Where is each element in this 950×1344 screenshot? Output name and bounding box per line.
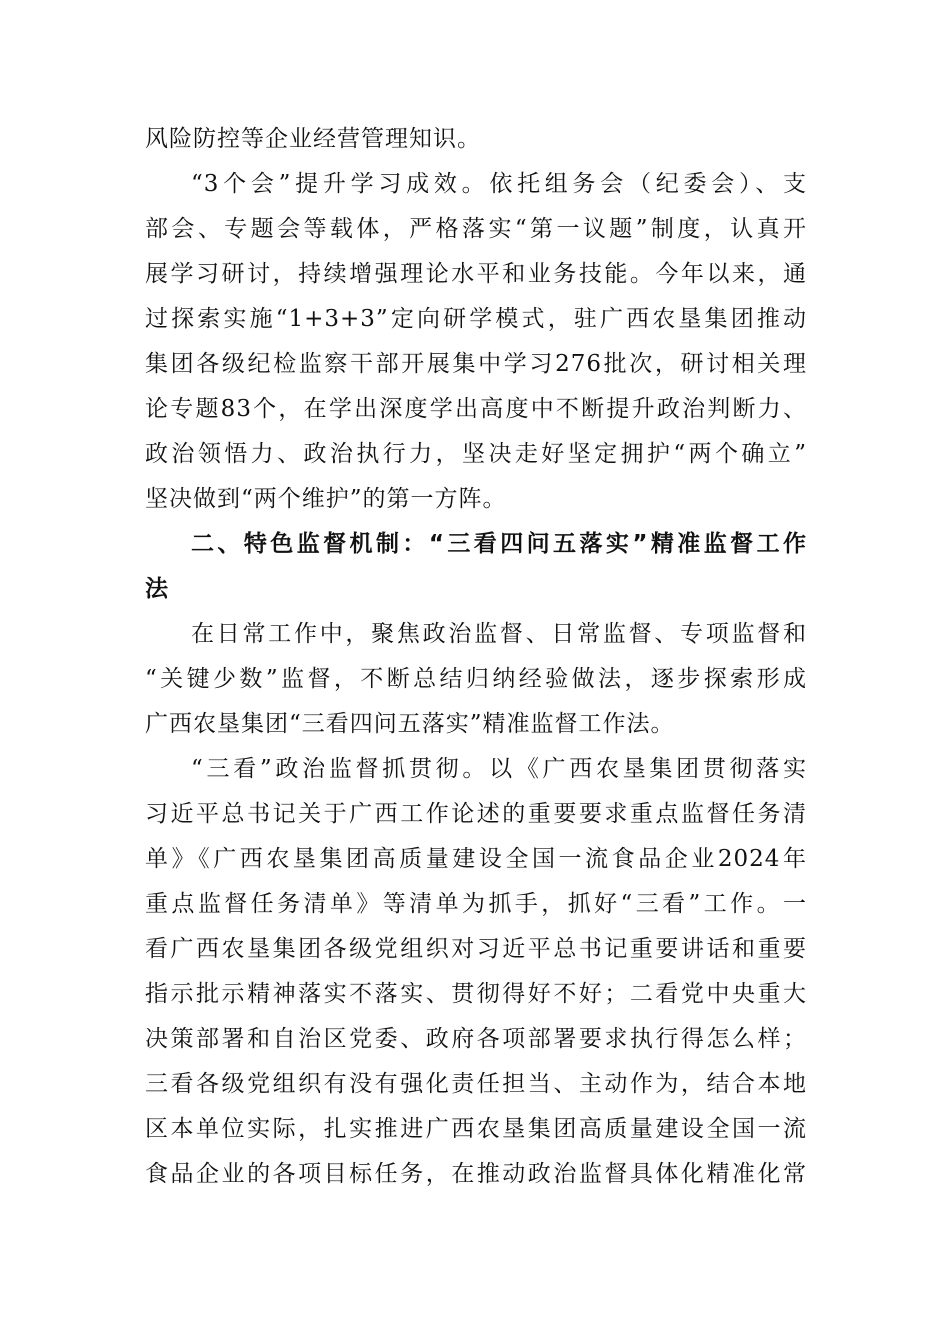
text-line: “三看”政治监督抓贯彻。以《广西农垦集团贯彻落实 xyxy=(191,756,807,782)
text-line: 习近平总书记关于广西工作论述的重要要求重点监督任务清 xyxy=(145,801,807,827)
text-line: 集团各级纪检监察干部开展集中学习276批次，研讨相关理 xyxy=(145,351,807,377)
text-line: 论专题83个，在学出深度学出高度中不断提升政治判断力、 xyxy=(145,396,807,422)
section-heading: 二、特色监督机制：“三看四问五落实”精准监督工作 xyxy=(191,531,807,557)
text-line: 过探索实施“1+3+3”定向研学模式，驻广西农垦集团推动 xyxy=(145,306,807,332)
text-line: 重点监督任务清单》等清单为抓手，抓好“三看”工作。一 xyxy=(145,891,807,917)
text-line: 区本单位实际，扎实推进广西农垦集团高质量建设全国一流 xyxy=(145,1116,807,1142)
section-heading: 法 xyxy=(145,576,169,602)
text-line: 展学习研讨，持续增强理论水平和业务技能。今年以来，通 xyxy=(145,261,807,287)
text-line: 单》《广西农垦集团高质量建设全国一流食品企业2024年 xyxy=(145,846,807,872)
text-line: “3个会”提升学习成效。依托组务会（纪委会）、支 xyxy=(191,171,807,197)
text-line: 政治领悟力、政治执行力，坚决走好坚定拥护“两个确立” xyxy=(145,441,807,467)
text-line: 食品企业的各项目标任务，在推动政治监督具体化精准化常 xyxy=(145,1161,807,1187)
text-line: 三看各级党组织有没有强化责任担当、主动作为，结合本地 xyxy=(145,1071,807,1097)
text-line: 看广西农垦集团各级党组织对习近平总书记重要讲话和重要 xyxy=(145,936,807,962)
text-line: 坚决做到“两个维护”的第一方阵。 xyxy=(145,486,507,512)
text-line: 决策部署和自治区党委、政府各项部署要求执行得怎么样； xyxy=(145,1026,807,1052)
text-line: 风险防控等企业经营管理知识。 xyxy=(145,126,481,152)
text-line: “关键少数”监督，不断总结归纳经验做法，逐步探索形成 xyxy=(145,666,807,692)
text-line: 指示批示精神落实不落实、贯彻得好不好；二看党中央重大 xyxy=(145,981,807,1007)
text-line: 广西农垦集团“三看四问五落实”精准监督工作法。 xyxy=(145,711,675,737)
text-line: 部会、专题会等载体，严格落实“第一议题”制度，认真开 xyxy=(145,216,807,242)
document-body xyxy=(145,117,807,1197)
text-line: 在日常工作中，聚焦政治监督、日常监督、专项监督和 xyxy=(191,621,807,647)
